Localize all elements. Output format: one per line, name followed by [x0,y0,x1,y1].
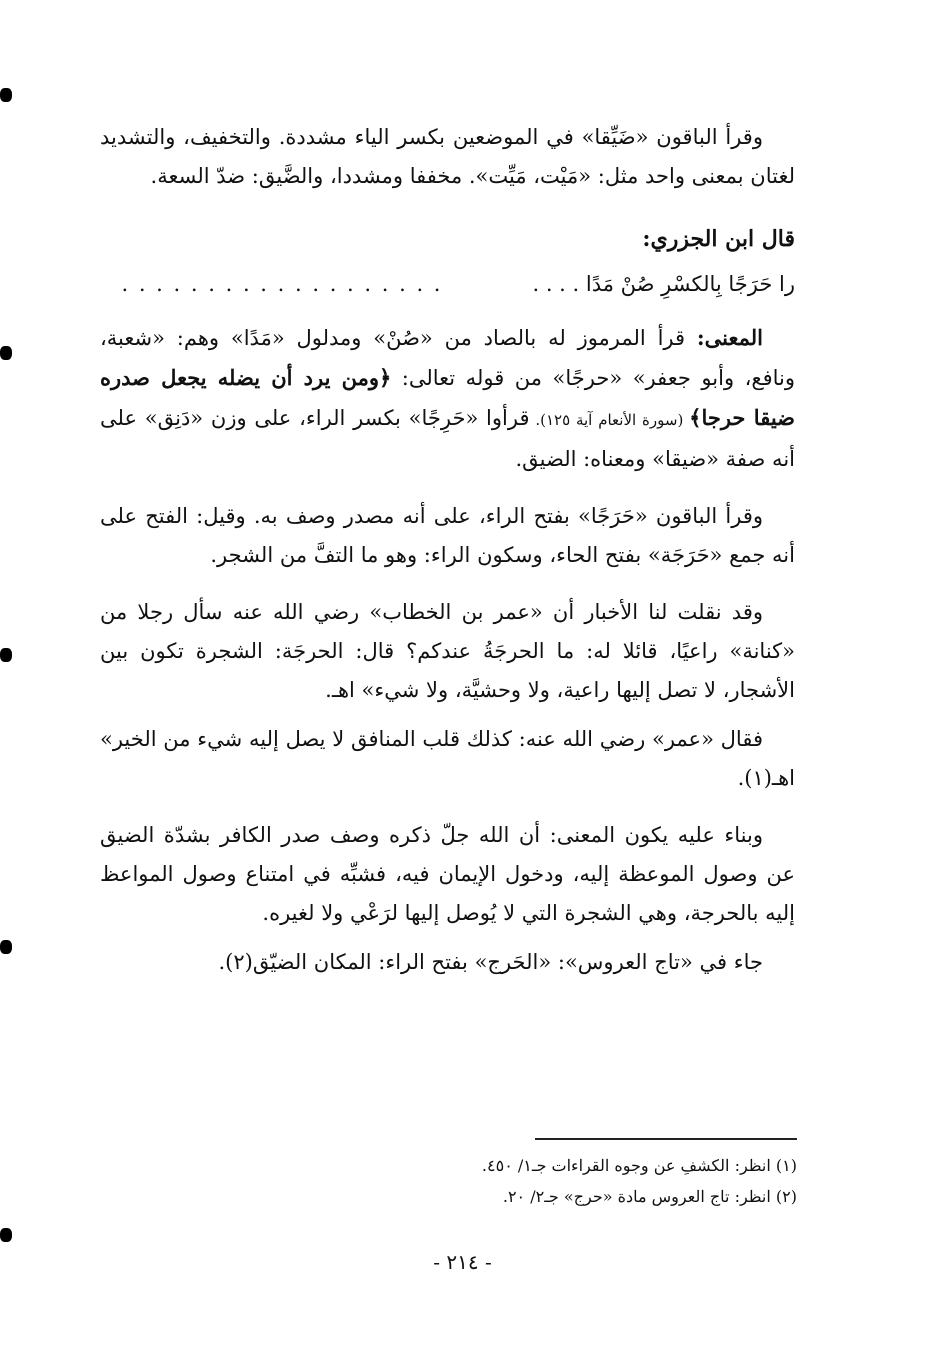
footnote: (١) انظر: الكشفِ عن وجوه القراءات جـ١/ ٤٥٠. [481,1156,797,1175]
paragraph [100,318,795,479]
margin-mark [0,88,12,102]
footnote: (٢) انظر: تاج العروس مادة «حرج» جـ٢/ ٢٠. [502,1187,797,1206]
section-heading: قال ابن الجزري: [642,226,795,252]
paragraph: وقرأ الباقون «ضَيِّقا» في الموضعين بكسر الياء مشددة. والتخفيف، والتشديد لغتان بمعنى واحد مثل: «مَيْت، مَيِّت». مخففا ومشددا، والضَّيق: ضدّ السعة. [100,125,795,188]
margin-mark [0,1228,12,1242]
verse-dots: . . . . . . . . . . . . . . . . . . . [121,272,443,296]
margin-mark [0,648,12,662]
verse-text: را حَرَجًا بِالكسْرِ صُنْ مَدًا . . . . [532,272,795,296]
paragraph: وقرأ الباقون «حَرَجًا» بفتح الراء، على أنه مصدر وصف به. وقيل: الفتح على أنه جمع «حَرَجَة» بفتح الحاء، وسكون الراء: وهو ما التفَّ من الشجر. [100,504,795,567]
page-body [100,118,795,1000]
paragraph: وقد نقلت لنا الأخبار أن «عمر بن الخطاب» رضي الله عنه سأل رجلا من «كنانة» راعيًا، قائلا له: ما الحرجَةُ عندكم؟ قال: الحرجَة: الشجرة تكون بين الأشجار، لا تصل إليها راعية، ولا وحشيَّة، ولا شيء» اهـ. [100,600,795,702]
quran-quote: ﴿ومن يرد أن يضله يجعل صدره ضيقا حرجا﴾ [100,365,795,430]
margin-mark [0,940,12,954]
margin-mark [0,346,12,360]
paragraph-text: قرأوا «حَرِجًا» بكسر الراء، على وزن «دَنِق» على أنه صفة «ضيقا» ومعناه: الضيق. [100,406,795,471]
quran-reference: (سورة الأنعام آية ١٢٥). [529,411,690,429]
paragraph: جاء في «تاج العروس»: «الحَرج» بفتح الراء: المكان الضيّق(٢). [218,950,763,974]
paragraph: وبناء عليه يكون المعنى: أن الله جلّ ذكره وصف صدر الكافر بشدّة الضيق عن وصول الموعظة إليه، ودخول الإيمان فيه، فشبِّه في امتناع وصول المواعظ إليه بالحرجة، وهي الشجرة التي لا يُوصل إليها لرَعْي ولا لغيره. [100,823,795,925]
footnotes [100,1150,797,1212]
paragraph: فقال «عمر» رضي الله عنه: كذلك قلب المنافق لا يصل إليه شيء من الخير» اهـ(١). [100,727,795,790]
meaning-label: المعنى: [696,325,763,350]
paragraph-text: قرأ المرموز له بالصاد من «صُنْ» ومدلول «مَدًا» وهم: «شعبة، ونافع، وأبو جعفر» «حرجًا» من قوله تعالى: [100,326,795,390]
footnote-divider [535,1138,797,1140]
verse-line [100,265,795,304]
page-number: - ٢١٤ - [433,1250,492,1274]
